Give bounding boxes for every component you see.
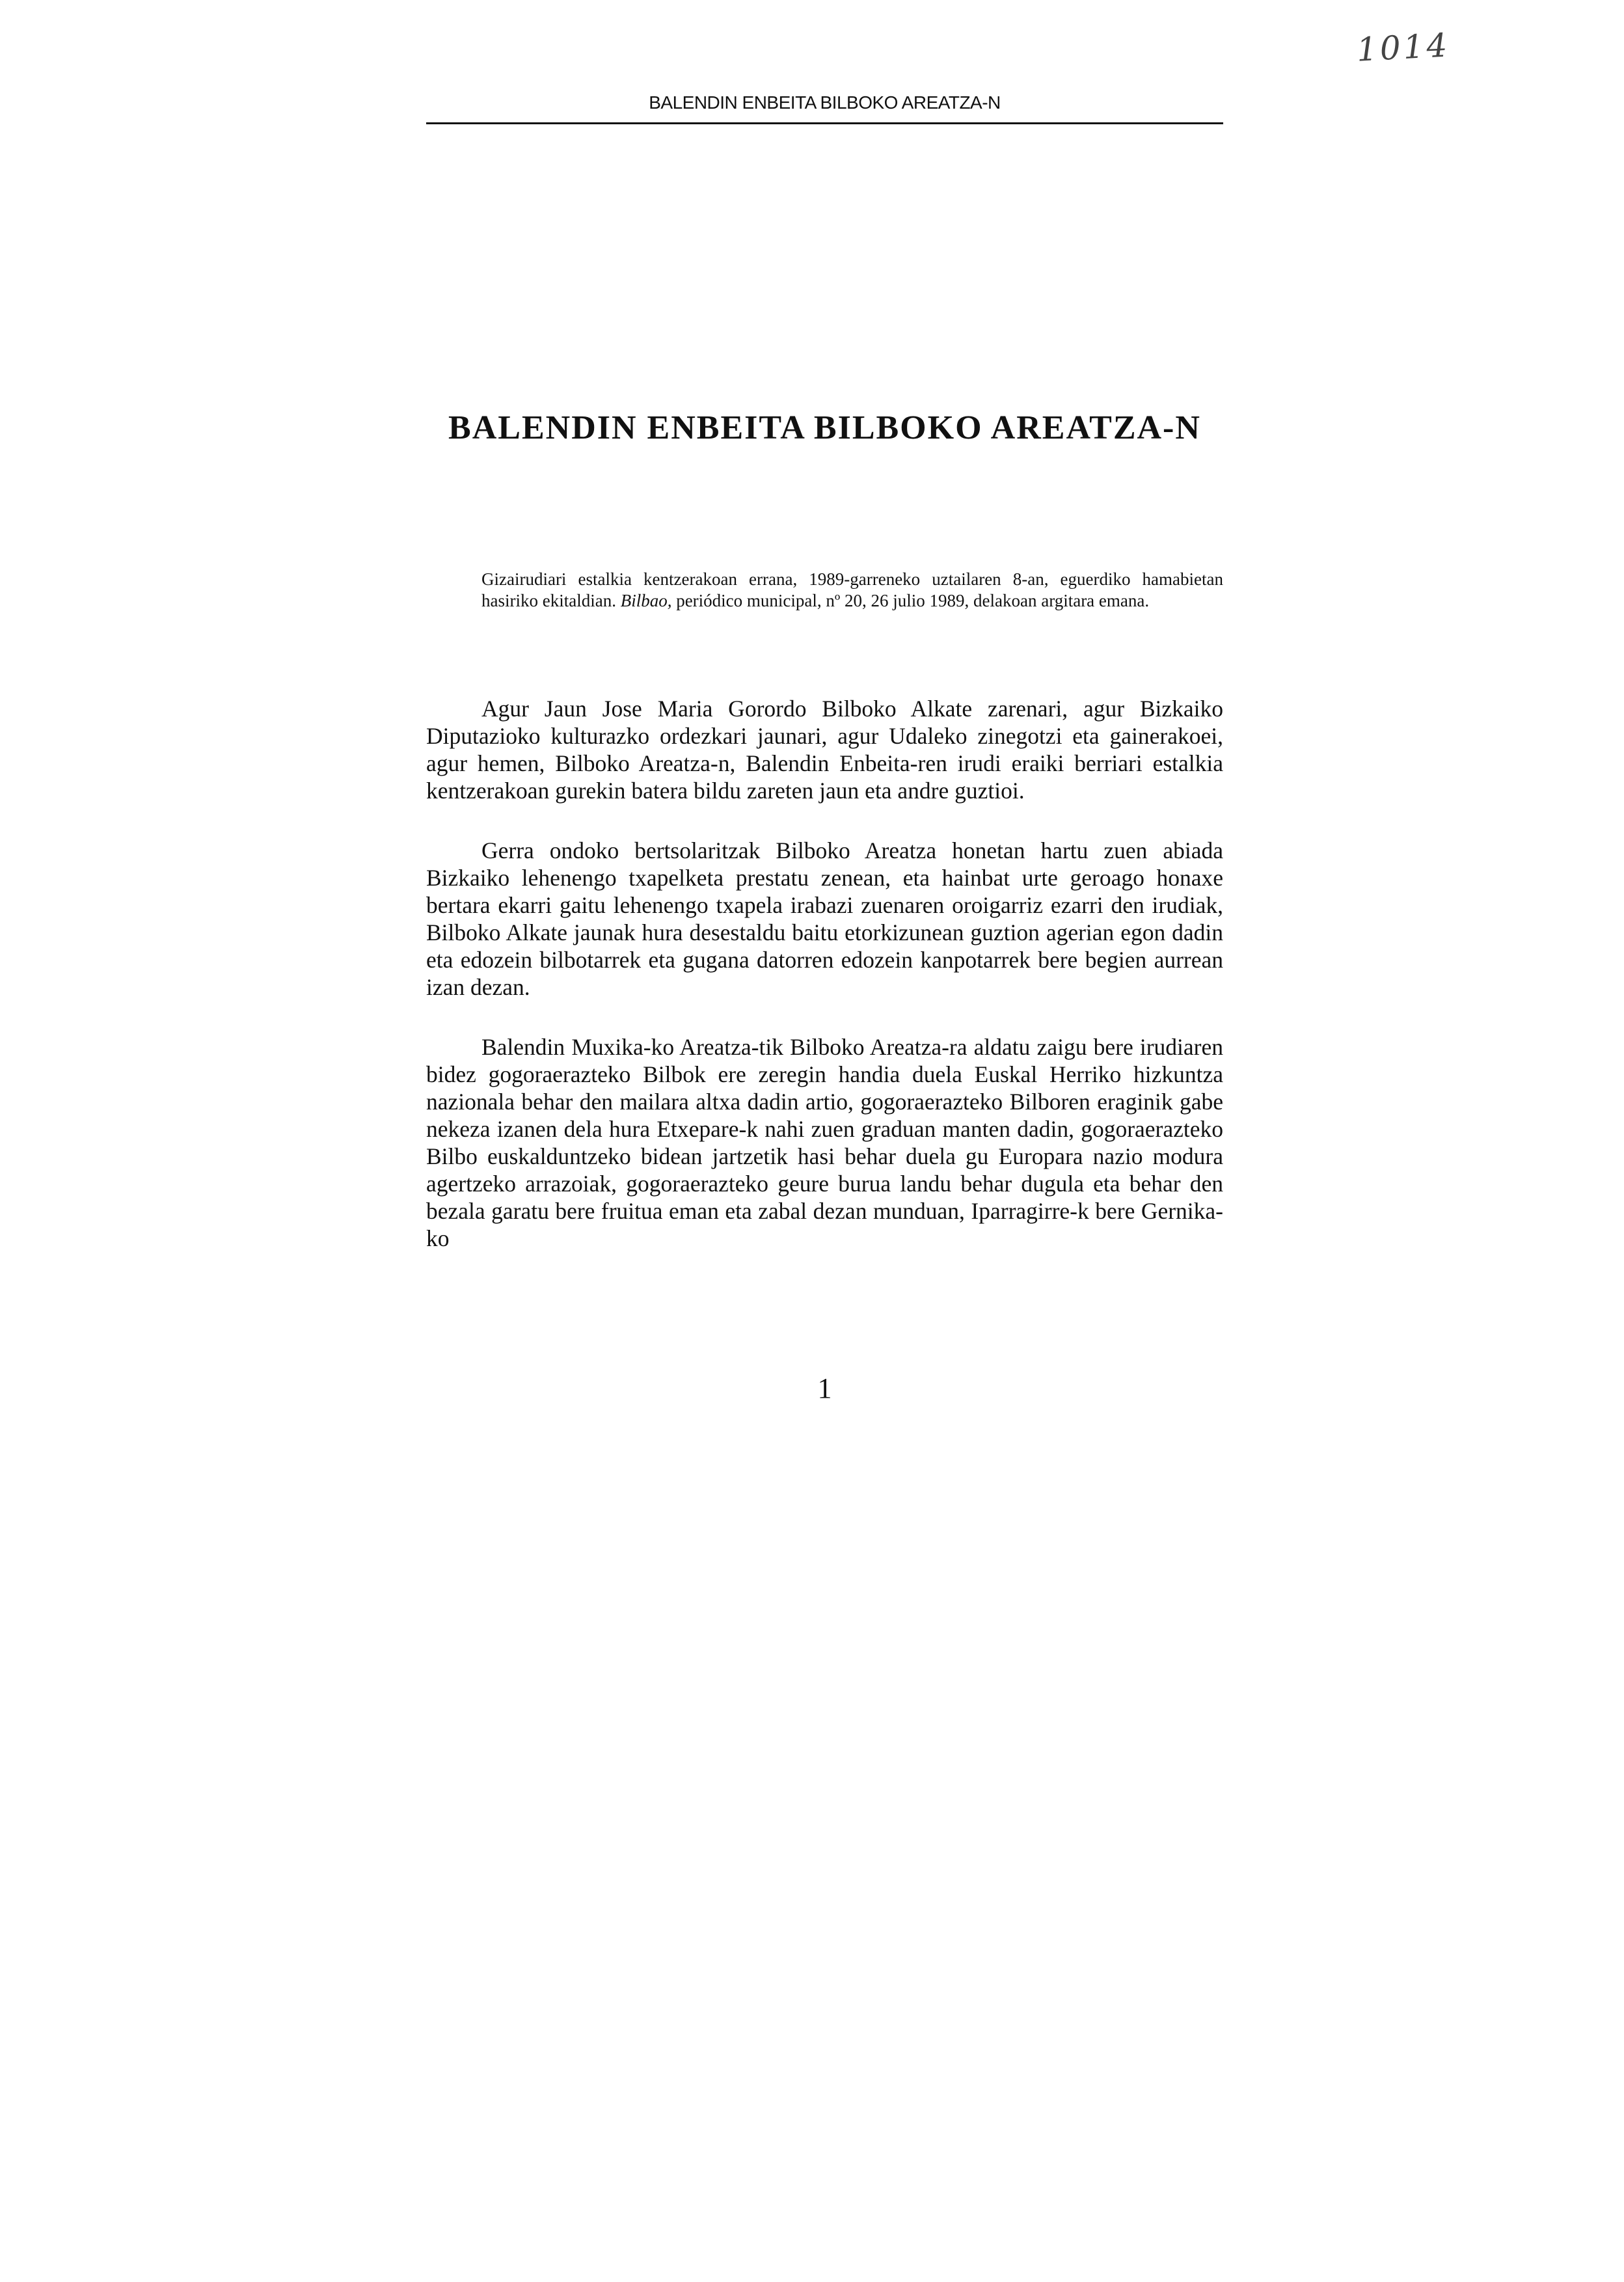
abstract-text: Gizairudiari estalkia kentzerakoan errana, 1989-garreneko uztailaren 8-an, eguerdiko hamabietan hasiriko ekitaldian. (481, 569, 1223, 610)
paragraph-3: Balendin Muxika-ko Areatza-tik Bilboko Areatza-ra aldatu zaigu bere irudiaren bidez gogoraerazteko Bilbok ere zeregin handia duela Euskal Herriko hizkuntza nazionala behar den mailara altxa dadin artio, gogoraerazteko Bilboren eraginik gabe nekeza izanen dela hura Etxepare-k nahi zuen graduan manten dadin, gogoraerazteko Bilbo euskalduntzeko bidean jartzetik hasi behar duela gu Europara nazio modura agertzeko arrazoiak, gogoraerazteko geure burua landu behar dugula eta behar den bezala garatu bere fruitua eman eta zabal dezan munduan, Iparragirre-k bere Gernika-ko (426, 1034, 1223, 1251)
abstract-text-end: periódico municipal, nº 20, 26 julio 1989, delakoan argitara emana. (671, 591, 1150, 610)
page-number: 1 (817, 1372, 832, 1404)
paragraph-2: Gerra ondoko bertsolaritzak Bilboko Areatza honetan hartu zuen abiada Bizkaiko lehenengo txapelketa prestatu zenean, eta hainbat urte geroago honaxe bertara ekarri gaitu lehenengo txapela irabazi zuenaren oroigarriz ezarri den irudiak, Bilboko Alkate jaunak hura desestaldu baitu etorkizunean guztion agerian egon dadin eta edozein bilbotarrek eta guganа datorren edozein kanpotarrek bere begien aurrean izan dezan. (426, 837, 1223, 1000)
abstract (481, 569, 1223, 612)
header-rule (426, 122, 1223, 124)
paragraph-1: Agur Jaun Jose Maria Gorordo Bilboko Alkate zarenari, agur Bizkaiko Diputazioko kulturazko ordezkari jaunari, agur Udaleko zinegotzi eta gainerakoei, agur hemen, Bilboko Areatza-n, Balendin Enbeita-ren irudi eraiki berriari estalkia kentzerakoan gurekin batera bildu zareten jaun eta andre guztioi. (426, 696, 1223, 804)
document-title: BALENDIN ENBEITA BILBOKO AREATZA-N (448, 409, 1201, 446)
body-text (426, 695, 1223, 1284)
running-header: BALENDIN ENBEITA BILBOKO AREATZA-N (649, 92, 1001, 113)
abstract-publication: Bilbao, (620, 591, 672, 610)
handwritten-archive-number: 1014 (1355, 26, 1451, 69)
